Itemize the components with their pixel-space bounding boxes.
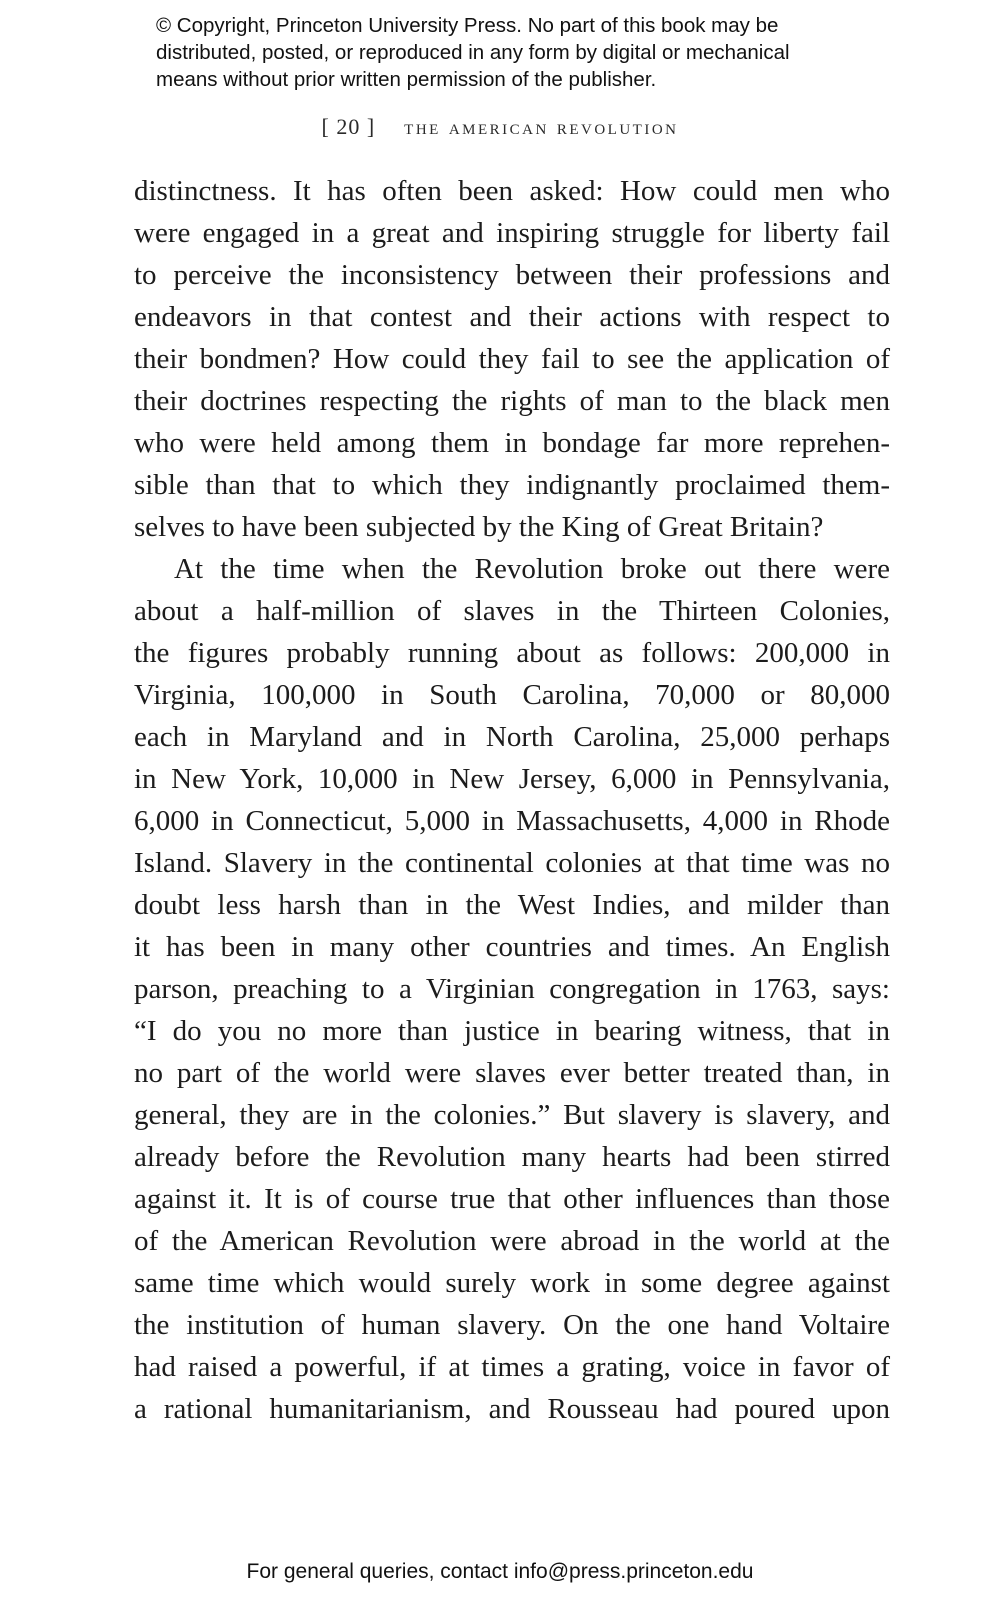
text-line: parson, preaching to a Virginian congregation in 1763, says: [134, 973, 890, 1005]
page-number: [ 20 ] [321, 114, 376, 139]
text-line: doubt less harsh than in the West Indies, and milder than [134, 889, 890, 921]
text-line: Island. Slavery in the continental colonies at that time was no [134, 847, 890, 879]
text-line: selves to have been subjected by the King of Great Britain? [134, 511, 824, 543]
text-line: of the American Revolution were abroad in the world at the [134, 1225, 890, 1257]
footer-contact: For general queries, contact info@press.princeton.edu [246, 1560, 754, 1583]
text-line: a rational humanitarianism, and Rousseau had poured upon [134, 1393, 890, 1425]
text-line: 6,000 in Connecticut, 5,000 in Massachusetts, 4,000 in Rhode [134, 805, 890, 837]
text-line: who were held among them in bondage far more reprehen- [134, 427, 890, 459]
text-line: “I do you no more than justice in bearing witness, that in [134, 1015, 890, 1047]
chapter-title: the american revolution [404, 114, 679, 139]
text-line: about a half-million of slaves in the Thirteen Colonies, [134, 595, 890, 627]
text-line: no part of the world were slaves ever better treated than, in [134, 1057, 890, 1089]
text-line: the institution of human slavery. On the one hand Voltaire [134, 1309, 890, 1341]
text-line: the figures probably running about as follows: 200,000 in [134, 637, 890, 669]
text-line: their bondmen? How could they fail to see the application of [134, 343, 890, 375]
text-line: At the time when the Revolution broke out there were [174, 553, 890, 585]
copyright-notice [156, 12, 876, 93]
text-line: each in Maryland and in North Carolina, 25,000 perhaps [134, 721, 890, 753]
text-line: were engaged in a great and inspiring struggle for liberty fail [134, 217, 890, 249]
text-line: already before the Revolution many hearts had been stirred [134, 1141, 890, 1173]
copyright-line: means without prior written permission of the publisher. [156, 68, 657, 91]
text-line: distinctness. It has often been asked: How could men who [134, 175, 890, 207]
copyright-line: © Copyright, Princeton University Press. No part of this book may be [156, 14, 779, 37]
text-line: sible than that to which they indignantly proclaimed them- [134, 469, 890, 501]
paragraph [134, 548, 890, 1430]
text-line: it has been in many other countries and times. An English [134, 931, 890, 963]
text-line: endeavors in that contest and their actions with respect to [134, 301, 890, 333]
body-text [134, 170, 890, 1430]
text-line: had raised a powerful, if at times a grating, voice in favor of [134, 1351, 890, 1383]
text-line: their doctrines respecting the rights of man to the black men [134, 385, 890, 417]
text-line: Virginia, 100,000 in South Carolina, 70,000 or 80,000 [134, 679, 890, 711]
text-line: general, they are in the colonies.” But slavery is slavery, and [134, 1099, 890, 1131]
text-line: same time which would surely work in some degree against [134, 1267, 890, 1299]
running-head [0, 114, 1000, 140]
text-line: against it. It is of course true that other influences than those [134, 1183, 890, 1215]
text-line: to perceive the inconsistency between their professions and [134, 259, 890, 291]
text-line: in New York, 10,000 in New Jersey, 6,000 in Pennsylvania, [134, 763, 890, 795]
paragraph [134, 170, 890, 548]
copyright-line: distributed, posted, or reproduced in any form by digital or mechanical [156, 41, 790, 64]
